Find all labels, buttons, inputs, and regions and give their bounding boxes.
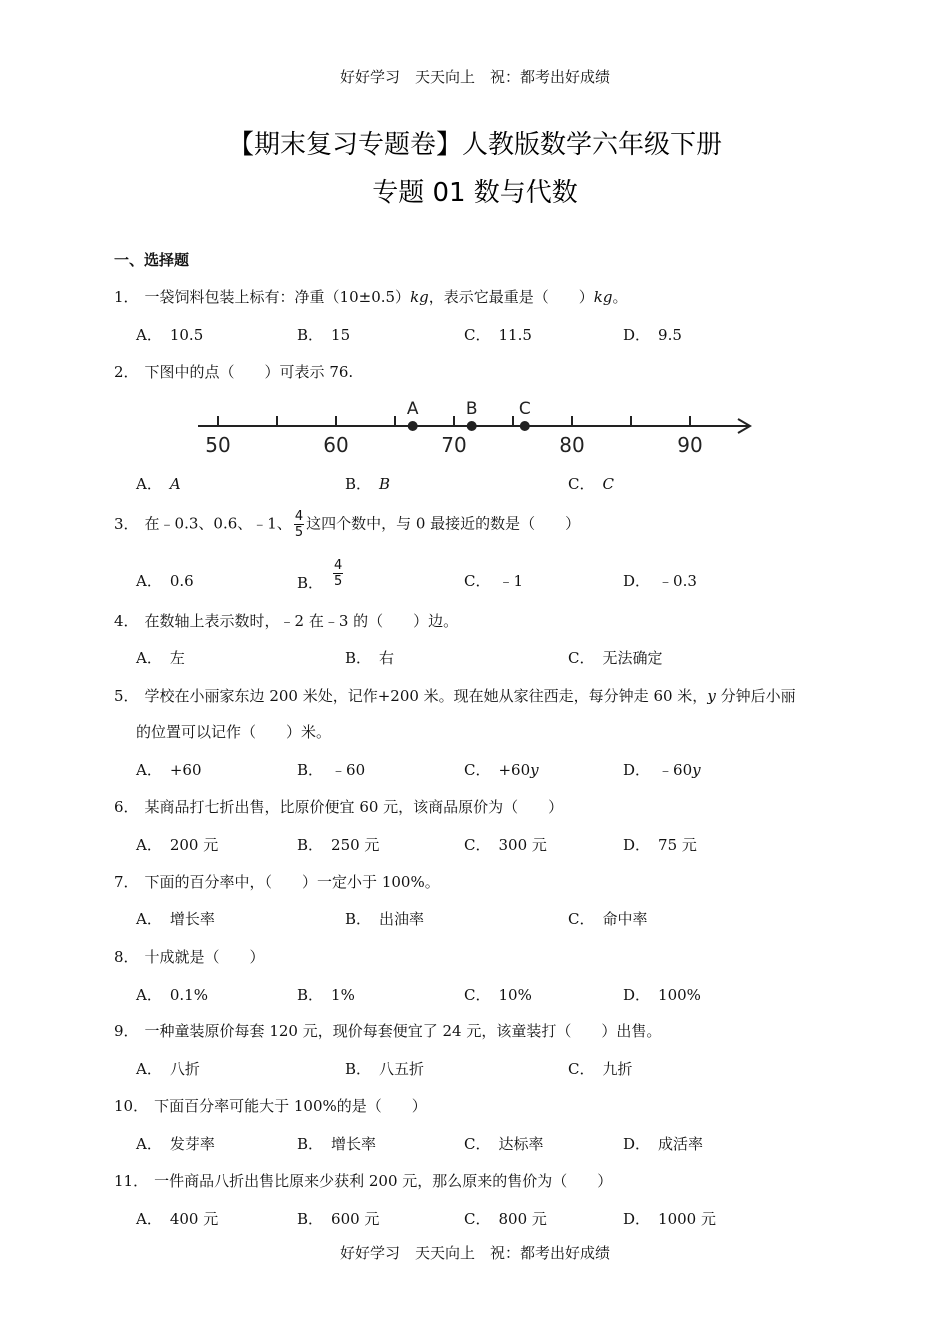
options-q2 [136, 473, 856, 495]
options-q4 [136, 647, 856, 669]
point-label: C [518, 399, 531, 419]
option-b: B． 600 元 [297, 1210, 380, 1228]
options-q8 [136, 984, 856, 1006]
option-c: C． 800 元 [464, 1210, 547, 1228]
option-a: A． 发芽率 [136, 1135, 215, 1153]
option-c: C． 10% [464, 986, 532, 1004]
tick-label: 70 [441, 433, 467, 457]
question-text: 一件商品八折出售比原来少获利 200 元，那么原来的售价为（ ） [154, 1172, 613, 1190]
question-number: 9． [114, 1022, 139, 1040]
option-d: D． 9.5 [623, 326, 682, 344]
unit: kg [410, 288, 429, 306]
question-number: 7． [114, 873, 139, 891]
option-b: B． 出油率 [345, 910, 425, 928]
question-number: 11． [114, 1172, 149, 1190]
question-text: 下面百分率可能大于 100%的是（ ） [154, 1097, 427, 1115]
question-text: 某商品打七折出售，比原价便宜 60 元，该商品原价为（ ） [144, 798, 564, 816]
tick-label: 50 [205, 433, 231, 457]
question-number: 6． [114, 798, 139, 816]
options-q1 [136, 324, 856, 346]
option-b: B． 250 元 [297, 836, 380, 854]
question-number: 4． [114, 612, 139, 630]
question-2 [114, 361, 353, 382]
document-title: 【期末复习专题卷】人教版数学六年级下册 [227, 130, 722, 160]
variable: y [707, 687, 716, 705]
option-a: A． +60 [136, 761, 202, 779]
option-d: D． 1000 元 [623, 1210, 716, 1228]
fraction: $\frac{4}{5}$ [334, 558, 343, 589]
question-number: 5． [114, 687, 139, 705]
option-c: C． 命中率 [568, 910, 648, 928]
options-q9 [136, 1058, 856, 1080]
option-b: B． 右 [345, 649, 395, 667]
question-4 [114, 610, 458, 631]
point-label: B [465, 399, 478, 419]
option-d: D． 成活率 [623, 1135, 704, 1153]
option-d: D． 100% [623, 986, 701, 1004]
question-text: 。 [612, 288, 628, 306]
question-text: 一袋饲料包装上标有：净重（10±0.5） [144, 288, 411, 306]
option-a: A． 增长率 [136, 910, 215, 928]
option-a: A． 400 元 [136, 1210, 219, 1228]
question-text: 下图中的点（ ）可表示 76. [144, 363, 354, 381]
question-text: 在﹣0.3、0.6、﹣1、 [144, 514, 292, 533]
question-text: 在数轴上表示数时，﹣2 在﹣3 的（ ）边。 [144, 612, 459, 630]
options-q10 [136, 1133, 856, 1155]
question-text: 学校在小丽家东边 200 米处，记作+200 米。现在她从家往西走，每分钟走 60 米， [144, 687, 708, 705]
point-a [408, 421, 418, 431]
option-c: C． 300 元 [464, 836, 547, 854]
tick-label: 90 [677, 433, 703, 457]
question-11 [114, 1170, 612, 1191]
question-5 [114, 685, 796, 706]
option-b: B． 八五折 [345, 1060, 425, 1078]
option-a: A． 0.6 [136, 572, 194, 590]
number-line-figure [190, 392, 770, 462]
options-q11 [136, 1208, 856, 1230]
option-b: B． 1% [297, 986, 355, 1004]
option-b: B． 增长率 [297, 1135, 377, 1153]
question-number: 10． [114, 1097, 149, 1115]
document-subtitle: 专题 01 数与代数 [372, 178, 578, 208]
question-text: 这四个数中，与 0 最接近的数是（ ） [306, 514, 581, 533]
option-b: B． 15 [297, 326, 351, 344]
question-8 [114, 946, 265, 967]
option-d: D． ﹣60y [623, 761, 701, 779]
question-6 [114, 796, 563, 817]
option-b: B． ﹣60 [297, 761, 366, 779]
question-10 [114, 1095, 427, 1116]
option-a: A． A [136, 475, 181, 493]
page-footer: 好好学习 天天向上 祝：都考出好成绩 [339, 1244, 610, 1262]
option-a: A． 0.1% [136, 986, 208, 1004]
point-b [467, 421, 477, 431]
option-b: B． $\frac{4}{5}$ [297, 558, 343, 592]
option-c: C． +60y [464, 761, 539, 779]
options-q6 [136, 834, 856, 856]
question-number: 1． [114, 288, 139, 306]
question-text: 一种童装原价每套 120 元，现价每套便宜了 24 元，该童装打（ ）出售。 [144, 1022, 662, 1040]
fraction: $\frac{4}{5}$ [294, 509, 304, 540]
options-q3 [136, 559, 856, 595]
question-number: 8． [114, 948, 139, 966]
question-text: 下面的百分率中，（ ）一定小于 100%。 [144, 873, 440, 891]
question-number: 2． [114, 363, 139, 381]
option-c: C． 九折 [568, 1060, 633, 1078]
option-a: A． 200 元 [136, 836, 219, 854]
question-text: 十成就是（ ） [144, 948, 265, 966]
option-c: C． ﹣1 [464, 572, 524, 590]
option-a: A． 左 [136, 649, 185, 667]
option-a: A． 八折 [136, 1060, 200, 1078]
question-text: 分钟后小丽 [715, 687, 796, 705]
tick-label: 60 [323, 433, 349, 457]
option-a: A． 10.5 [136, 326, 204, 344]
options-q5 [136, 759, 856, 781]
options-q7 [136, 908, 856, 930]
point-c [520, 421, 530, 431]
page-header: 好好学习 天天向上 祝：都考出好成绩 [339, 68, 610, 86]
tick-label: 80 [559, 433, 585, 457]
question-7 [114, 871, 440, 892]
option-d: D． 75 元 [623, 836, 697, 854]
question-9 [114, 1020, 661, 1041]
option-c: C． C [568, 475, 614, 493]
option-c: C． 达标率 [464, 1135, 544, 1153]
question-3 [114, 510, 580, 539]
question-text: ，表示它最重是（ ） [428, 288, 594, 306]
option-d: D． ﹣0.3 [623, 572, 697, 590]
unit: kg [593, 288, 613, 306]
point-label: A [406, 399, 419, 419]
option-c: C． 11.5 [464, 326, 532, 344]
option-b: B． B [345, 475, 391, 493]
question-1 [114, 286, 628, 307]
question-5-continued: 的位置可以记作（ ）米。 [136, 723, 332, 741]
option-c: C． 无法确定 [568, 649, 663, 667]
section-heading: 一、选择题 [114, 251, 190, 269]
question-number: 3． [114, 514, 139, 533]
